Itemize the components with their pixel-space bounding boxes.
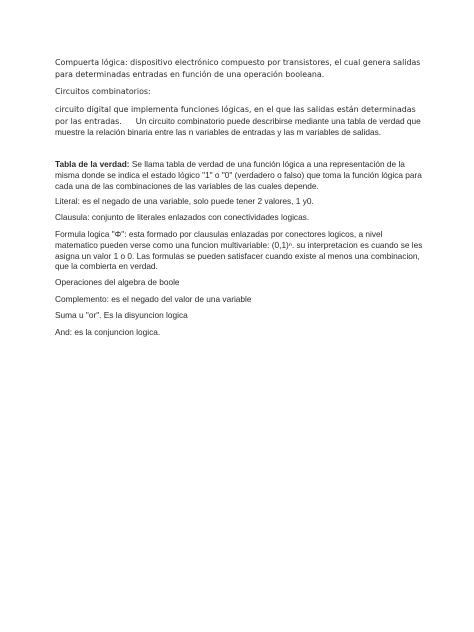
paragraph-and: And: es la conjuncion logica. [55,327,161,337]
circuito-combinatorio-text: Un circuito combinatorio puede describirse mediante una tabla de verdad que muestre la relación binaria entre las n variables de entradas y las m variables de salidas. [55,115,421,137]
tabla-de-verdad-body: Se llama tabla de verdad de una función lógica a una representación de la misma donde se indica el estado lógico "1" o "0" (verdadero o falso) que toma la función lógica para cada una de las combinaciones de las variables de las cuales depende. [55,159,422,191]
tabla-de-verdad-title: Tabla de la verdad: [55,159,130,169]
paragraph-tabla-de-verdad [55,159,425,191]
paragraph-clausula: Clausula: conjunto de literales enlazados con conectividades logicas. [55,212,310,222]
paragraph-compuerta-logica: Compuerta lógica: dispositivo electrónico compuesto por transistores, el cual genera salidas para determinadas entradas en función de una operación booleana. [55,58,421,79]
paragraph-suma-or: Suma u "or". Es la disyuncion logica [55,310,188,320]
paragraph-formula-logica: Formula logica "Φ": esta formado por clausulas enlazadas por conectores logicos, a nivel matematico pueden verse como una funcion multivariable: (0,1)ⁿ. su interpretacion es cuando se les asigna un valor 1 o 0. Las formulas se pueden satisfacer cuando existe al menos una combinacion, que la combierta en verdad. [55,229,423,272]
paragraph-circuitos-heading: Circuitos combinatorios: [55,87,151,96]
paragraph-operaciones: Operaciones del algebra de boole [55,277,180,287]
paragraph-complemento: Complemento: es el negado del valor de una variable [55,294,252,304]
paragraph-literal: Literal: es el negado de una variable, solo puede tener 2 valores, 1 y0. [55,196,314,206]
circuito-digital-text: circuito digital que implementa funciones lógicas, en el que las salidas están determinadas por las entradas. [55,105,416,126]
paragraph-circuito-digital [55,104,425,138]
